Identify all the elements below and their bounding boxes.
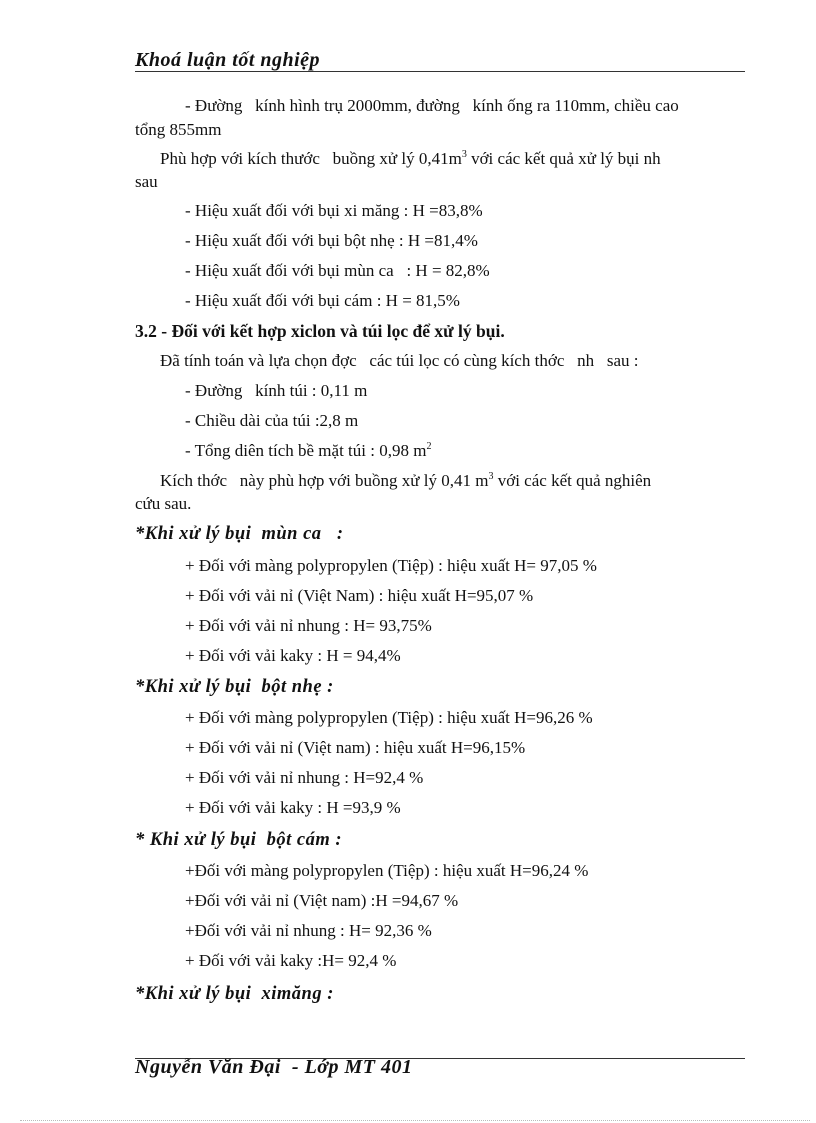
- calc-line: Đã tính toán và lựa chọn đợc các túi lọc có cùng kích thớc nh sau :: [160, 351, 639, 370]
- group-title-bot-nhe: *Khi xử lý bụi bột nhẹ :: [135, 677, 334, 697]
- page-header-title: Khoá luận tốt nghiệp: [135, 49, 321, 71]
- fit-line-1: [160, 149, 661, 169]
- result-item: - Hiệu xuất đối với bụi bột nhẹ : H =81,4%: [185, 231, 478, 250]
- header-rule: [135, 71, 745, 72]
- group-item: + Đối với vải nỉ (Việt nam) : hiệu xuất H=96,15%: [185, 738, 526, 757]
- page-footer-author: Nguyễn Văn Đại - Lớp MT 401: [135, 1056, 413, 1078]
- intro-line-1: - Đường kính hình trụ 2000mm, đường kính ống ra 110mm, chiều cao: [185, 96, 679, 115]
- bag-area-line: [185, 441, 431, 461]
- intro-line-2: tổng 855mm: [135, 120, 222, 139]
- fit-line-2: sau: [135, 172, 158, 191]
- group-title-bot-cam: * Khi xử lý bụi bột cám :: [135, 830, 343, 850]
- result-item: - Hiệu xuất đối với bụi cám : H = 81,5%: [185, 291, 460, 310]
- bag-spec-item: - Đường kính túi : 0,11 m: [185, 381, 368, 400]
- group-item: +Đối với vải nỉ nhung : H= 92,36 %: [185, 921, 432, 940]
- group-item: + Đối với vải kaky : H = 94,4%: [185, 646, 401, 665]
- fit-line-1-text: Phù hợp với kích thước buồng xử lý 0,41m: [160, 149, 462, 168]
- result-item: - Hiệu xuất đối với bụi mùn ca : H = 82,8%: [185, 261, 490, 280]
- size-line-2: cứu sau.: [135, 494, 192, 513]
- bag-area-text: - Tổng diên tích bề mặt túi : 0,98 m: [185, 441, 427, 460]
- size-line-1-tail: với các kết quả nghiên: [493, 471, 652, 490]
- page-edge-dots: [20, 1120, 810, 1121]
- size-line-1: [160, 471, 651, 491]
- group-item: + Đối với vải kaky : H =93,9 %: [185, 798, 401, 817]
- fit-line-1-sup: 3: [461, 149, 467, 160]
- group-title-mun-ca: *Khi xử lý bụi mùn ca :: [135, 524, 344, 544]
- group-item: + Đối với vải nỉ (Việt Nam) : hiệu xuất H=95,07 %: [185, 586, 534, 605]
- size-line-1-sup: 3: [488, 471, 494, 482]
- bag-spec-item: - Chiều dài của túi :2,8 m: [185, 411, 359, 430]
- group-item: + Đối với màng polypropylen (Tiệp) : hiệu xuất H= 97,05 %: [185, 556, 597, 575]
- group-item: + Đối với màng polypropylen (Tiệp) : hiệu xuất H=96,26 %: [185, 708, 593, 727]
- result-item: - Hiệu xuất đối với bụi xi măng : H =83,8%: [185, 201, 483, 220]
- group-title-ximang: *Khi xử lý bụi ximăng :: [135, 984, 334, 1004]
- group-item: + Đối với vải nỉ nhung : H=92,4 %: [185, 768, 424, 787]
- section-heading: 3.2 - Đối với kết hợp xiclon và túi lọc để xử lý bụi.: [135, 321, 505, 341]
- group-item: + Đối với vải kaky :H= 92,4 %: [185, 951, 397, 970]
- group-item: +Đối với màng polypropylen (Tiệp) : hiệu xuất H=96,24 %: [185, 861, 589, 880]
- bag-area-sup: 2: [426, 441, 432, 452]
- size-line-1-text: Kích thớc này phù hợp với buồng xử lý 0,41 m: [160, 471, 489, 490]
- fit-line-1-tail: với các kết quả xử lý bụi nh: [466, 149, 661, 168]
- group-item: + Đối với vải nỉ nhung : H= 93,75%: [185, 616, 432, 635]
- group-item: +Đối với vải nỉ (Việt nam) :H =94,67 %: [185, 891, 459, 910]
